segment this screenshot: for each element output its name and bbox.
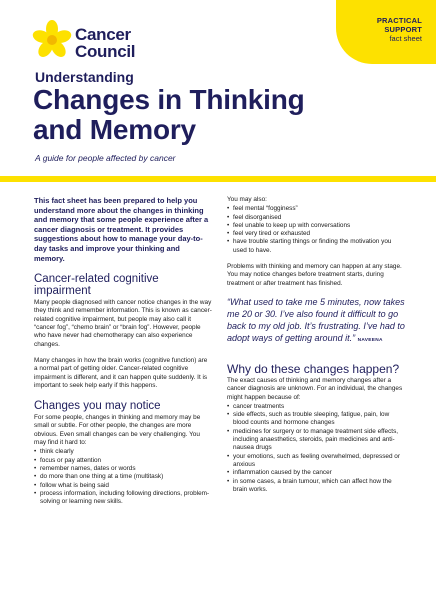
page-subtitle: A guide for people affected by cancer <box>35 153 176 163</box>
heading-changes-notice: Changes you may notice <box>34 400 161 413</box>
quote-attribution: NAVEENA <box>357 337 383 343</box>
kicker: Understanding <box>35 69 134 85</box>
tag-line-1: PRACTICAL <box>376 16 422 25</box>
left-column <box>34 196 212 514</box>
heading-why: Why do these changes happen? <box>227 361 400 376</box>
tag-line-2: SUPPORT <box>384 25 422 34</box>
list-item: • process information, including following directions, problem-solving or learning new skills. <box>34 490 212 507</box>
list-item: • feel disorganised <box>227 214 405 222</box>
changes-list <box>34 448 212 506</box>
why-list <box>227 403 405 494</box>
paragraph-cognitive-1: Many people diagnosed with cancer notice changes in the way they think and remember information. This is known as cancer-related cognitive impairment, but people may also call it “cancer fog”, “chemo brain” or “brain fog”. However, people who have never had chemotherapy can also experience changes. <box>34 299 212 348</box>
brand-name <box>75 26 135 60</box>
yellow-divider <box>0 176 436 182</box>
list-item: • remember names, dates or words <box>34 465 212 473</box>
practical-support-tag <box>336 0 436 64</box>
cancer-council-logo <box>32 20 142 64</box>
list-item: • think clearly <box>34 448 212 456</box>
may-also-list <box>227 205 405 255</box>
paragraph-timing: Problems with thinking and memory can happen at any stage. You may notice changes before treatment starts, during treatment or after treatment has finished. <box>227 263 402 287</box>
list-item: • feel very tired or exhausted <box>227 230 405 238</box>
list-item: • side effects, such as trouble sleeping, fatigue, pain, low blood counts and hormone changes <box>227 411 405 428</box>
tag-line-3: fact sheet <box>389 34 422 43</box>
heading-cognitive-impairment: Cancer-related cognitive impairment <box>34 273 159 298</box>
list-item: • follow what is being said <box>34 482 212 490</box>
list-item: • feel unable to keep up with conversations <box>227 222 405 230</box>
intro-paragraph: This fact sheet has been prepared to help you understand more about the changes in thinking and memory that some people experience after a cancer diagnosis or treatment. It provides suggestions about how to manage your day-to-day tasks and improve your thinking and memory. <box>34 196 209 263</box>
list-item: • in some cases, a brain tumour, which can affect how the brain works. <box>227 478 405 495</box>
list-item: • your emotions, such as feeling overwhelmed, depressed or anxious <box>227 453 405 470</box>
list-item: • medicines for surgery or to manage treatment side effects, including anaesthetics, steroids, pain medicines and anti-nausea drugs <box>227 428 405 453</box>
quote-text: “What used to take me 5 minutes, now takes me 20 or 30. I’ve also found it difficult to go back to my old job. It’s frustrating. I’ve had to adopt ways of getting around it.” <box>227 296 405 343</box>
brand-name-line2: Council <box>75 42 136 61</box>
list-item: • have trouble starting things or finding the motivation you used to have. <box>227 238 405 255</box>
daffodil-icon <box>32 20 72 60</box>
page-title: Changes in Thinking and Memory <box>33 84 305 145</box>
list-item: • inflammation caused by the cancer <box>227 469 405 477</box>
list-item: • do more than one thing at a time (multitask) <box>34 473 212 481</box>
list-item: • focus or pay attention <box>34 457 212 465</box>
list-item: • cancer treatments <box>227 403 405 411</box>
brand-name-line1: Cancer <box>75 25 131 44</box>
paragraph-cognitive-2: Many changes in how the brain works (cognitive function) are a normal part of getting older. Cancer-related cognitive impairment is different, and it can happen quite suddenly. It is important to seek help early if this happens. <box>34 356 208 389</box>
list-item: • feel mental “fogginess” <box>227 205 405 213</box>
paragraph-why: The exact causes of thinking and memory changes after a cancer diagnosis are unknown. For an individual, the changes might happen because of: <box>227 376 403 401</box>
paragraph-may-also: You may also: <box>227 196 267 203</box>
patient-quote <box>227 296 405 347</box>
paragraph-changes: For some people, changes in thinking and memory may be small or subtle. For other people, the changes are more obvious. Even small changes can be very challenging. You may find it hard to: <box>34 414 201 447</box>
right-column <box>227 196 405 502</box>
